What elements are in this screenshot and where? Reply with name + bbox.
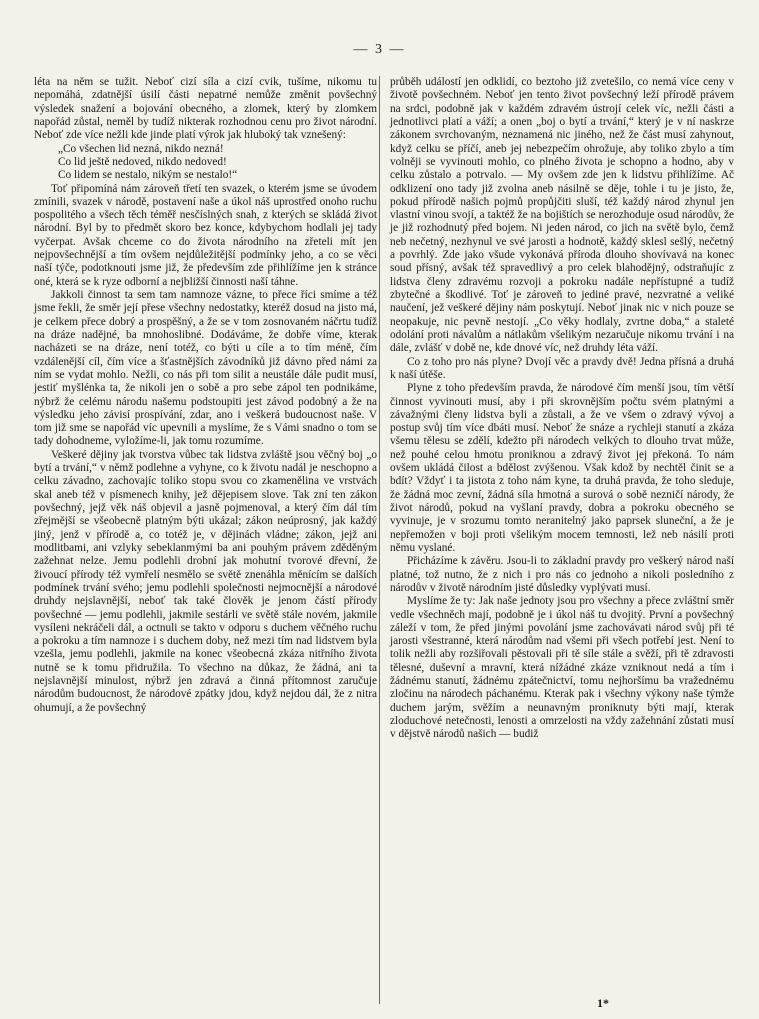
paragraph: Toť připomíná nám zároveň třetí ten svazek, o kterém jsme se úvodem zmínili, svazek v národě, postavení naše a úkol náš uprostřed onoho ruchu pospolitého a všech těch téměř nesčíslných snah, z kterých se skládá život národní. Byl by to předmět skoro bez konce, kdybychom hodlali jej tady vyčerpat. Avšak chceme co do života národního na zřeteli mít jen nejpovšechnější a tím ovšem nejdůležitější podmínky jeho, a co se věci naší týče, podotknouti jsme již, že především zde přihlížíme jen k stránce oné, která se k ryze odborní a nejbližší činnosti naší táhne. [34, 182, 377, 288]
paragraph: Přicházíme k závěru. Jsou-li to základní pravdy pro veškerý národ naší platné, tož nutno, že z nich i pro nás co jednoho a nikoli posledního z národův v životě národním jisté důsledky vyplývati musí. [390, 555, 734, 594]
column-divider [379, 76, 380, 1004]
signature-mark: 1* [597, 996, 609, 1010]
left-column [34, 76, 377, 715]
paragraph: Myslíme že ty: Jak naše jednoty jsou pro všechny a přece zvláštní směr vedle všechněch mají, podobně je i úkol náš tu dvojitý. První a povšechný záleží v tom, že před jinými povolání jsme zachovávati národ svůj při té jarosti všestranné, která národům nad všemi při všech potřebí jest. Není to tolik nežli aby rozšiřovali pěstovali při tě síle stále a svěží, při tě zdravosti tělesné, duševní a mravní, která nížádné zkáze vzniknout nedá a tím i žádnému stanutí, žádnému zpátečnictví, tomu nejhoršímu ba vražednému zločinu na národech páchanému. Kterak pak i všechny výkony naše týmže duchem jarým, svěžím a neunavným proniknuty býti mají, kterak zloduchové netečnosti, lenosti a omrzelosti na vždy zažehnání zůstati musí v dějstvě národů našich — budiž [390, 595, 734, 741]
verse-line: „Co všechen lid nezná, nikdo nezná! [58, 142, 224, 155]
verse-line: Co lid ještě nedoved, nikdo nedoved! [58, 155, 227, 168]
verse-quote [58, 143, 377, 183]
paragraph: Jakkoli činnost ta sem tam namnoze vázne, to přece říci smíme a též jsme řekli, že směr její přese všechny nedostatky, kteréž dosud na jisto má, je celkem přece dobrý a prospěšný, a že se v tom zosnovaném náčrtu tudíž na dráze nadějné, ba mnohoslibné. Dodáváme, že dobře víme, kterak nacházeti se na dráze, není totéž, co býti u cíle a to tím méně, čím vzdálenější cíl, čím více a šťastnějších závodníků již dávno před námi za ním se vydat mohlo. Nežli, co nás při tom silit a neustále dále pudit musí, jestiť myšlénka ta, že nikoli jen o sobě a pro sebe zápol ten podnikáme, nýbrž že celému národu našemu podstoupiti jest závod podobný a že na výsledku jeho závisí prospívání, zdar, ano i veškerá budoucnost naše. V tom již sme se napořád víc upevnili a myslíme, že s Vámi snadno o tom se tady dohodneme, vyložíme-li, jak tomu rozumíme. [34, 289, 377, 448]
paragraph: Co z toho pro nás plyne? Dvojí věc a pravdy dvě! Jedna přísná a druhá k naší útěše. [390, 355, 734, 381]
verse-line: Co lidem se nestalo, nikým se nestalo!“ [58, 169, 238, 182]
paragraph: průběh událostí jen odklidí, co beztoho již zvetešilo, co nemá více ceny v životě povšechném. Neboť jen tento život povšechný leží přírodě právem na srdci, podobně jak v každém zdravém ústrojí celek víc, nežli části a jednotlivci platí a váží; a onen „boj o bytí a trvání,“ který je v ní naskrze zákonem svrchovaným, neznamená nic jiného, než že část musí zahynout, když celku se příčí, aneb jej nebezpečím ohrožuje, aby toliko zbylo a tím volněji se vyvinouti mohlo, co plného života je schopno a hodno, aby v celku zůstalo a potrvalo. — My ovšem zde jen k lidstvu přihlížíme. Ač odklizení ono tady již zvolna aneb násilně se děje, tohle i tu je jisto, že, pokud přírodě našich pojmů propůjčiti sluší, též každý národ zhynul jen vlastní vinou svojí, a taktéž že na bojištích se nerozhoduje osud národův, že je již rozhodnutý před bojem. Ni jeden národ, co jich na světě bylo, čemž neb nečetný, nezhynul ve své jarosti a hodnotě, každý sklesl sešlý, nečetný a povrhlý. Zde jako všude vykonává příroda dlouho shovívavá na konec soud přísný, avšak též spravedlivý a pro celek blahodějný, odstraňujíc z lidstva členy zdravému rozvoji a pokroku nadále nepřístupné a tudíž zbytečné a škodlivé. Toť je zároveň to jediné pravé, nezvratné a veliké naučení, jež veškeré dějiny nám poskytují. Neboť jinak nic v nich pouze se neopakuje, nic pevně nestojí. „Co věky hodlaly, zvrtne doba,“ a staleté odolání proti návalům a nátlakům všelikým nezaručuje nikomu trvání i na dále, zvlášť v době ne, kde dnové víc, než druhdy léta váží. [390, 76, 734, 355]
right-column [390, 76, 734, 742]
paragraph: Veškeré dějiny jak tvorstva vůbec tak lidstva zvláště jsou věčný boj „o bytí a trvání,“ v němž podlehne a vyhyne, co k životu nadál je neschopno a celku závadno, zachovajíc toliko stopu svou co zkamenělina ve vrstvách skal aneb též v písmenech knihy, jež dějepisem slove. Tak zní ten zákon povšechný, jejž věk náš objevil a jasně pojmenoval, a který čím dál tím zřejmější se všeobecně platným býti ukázal; zákon neúprosný, jak každý jiný, jenž v přírodě a, co totéž je, v dějinách vládne; zákon, jejž ani modlitbami, ani vzlyky sebeklanmými ba ani pouhým právem zděděným zažehnat nelze. Jemu podlehli drobní jak mohutní tvorové dřevní, že živoucí přírody též vymřelí nesmělo se světě znenáhla měnícím se dalších podmínek trvání svého; jemu podlehli společnosti nejmocnější a národové druhdy nejslavnější, neboť tak také člověk je jenom částí přírody povšechné — jemu podlehli, jakmile sestárli ve světě stále novém, jakmile vysíleni nekráčeli dál, a octnuli se takto v odporu s duchem věčného ruchu a pokroku a tím namnoze i s duchem doby, než mezi tím nad lidstvem byla vzešla, jemu podlehli, jakmile na konec všeobecná zkáza nitřního života nutně se k tomu přidružila. To všechno na důkaz, že žádná, ani ta nejslavnější minulost, nýbrž jen zdravá a činná přítomnost zaručuje národům budoucnost, že národové zpátky jdou, když nejdou dál, že z nitra ohumují, a že povšechný [34, 448, 377, 714]
paragraph: léta na něm se tužit. Neboť cizí síla a cizí cvik, tušíme, nikomu tu nepomáhá, zdatnější úsilí části nepatrné nemůže změnit povšechný výsledek snažení a bojování obecného, a zlomek, který by zlomkem napořád zůstal, neměl by tudíž nikterak rozhodnou cenu pro život národní. Neboť zde více nežli kde jinde platí výrok jak hluboký tak vznešený: [34, 76, 377, 142]
paragraph: Plyne z toho především pravda, že národové čím menší jsou, tím větší činnost vyvinouti musí, aby i při skrovnějším počtu svém platnými a závažnými členy lidstva byli a zůstali, a že ve všem o zdravý vývoj a postup svůj tím více dbáti musí. Neboť že snáze a rychleji stanutí a zkáza všemu tělesu se zdělí, kdežto při národech velkých to dlouho trvat může, než pouhé celou hmotu proniknou a zdravý život jej překoná. To nám ovšem ukládá čilost a bdělost zvýšenou. Však kdož by nechtěl činit se a bdít? Vždyť i ta jistota z toho nám kyne, ta druhá pravda, že toho sleduje, že žádná moc zevní, žádná síla hmotná a surová o sobě nezničí národy, že život národů, pokud na vyšlaní pravdy, dobra a pokroku obecného se vyvinuje, je v srozumu tomto neranitelný jako paprsek sluneční, a že je nepřemožen v boji proti všelikým mocem temnosti, lež neb násilí proti němu vyslané. [390, 382, 734, 554]
page-number: — 3 — [353, 42, 406, 57]
